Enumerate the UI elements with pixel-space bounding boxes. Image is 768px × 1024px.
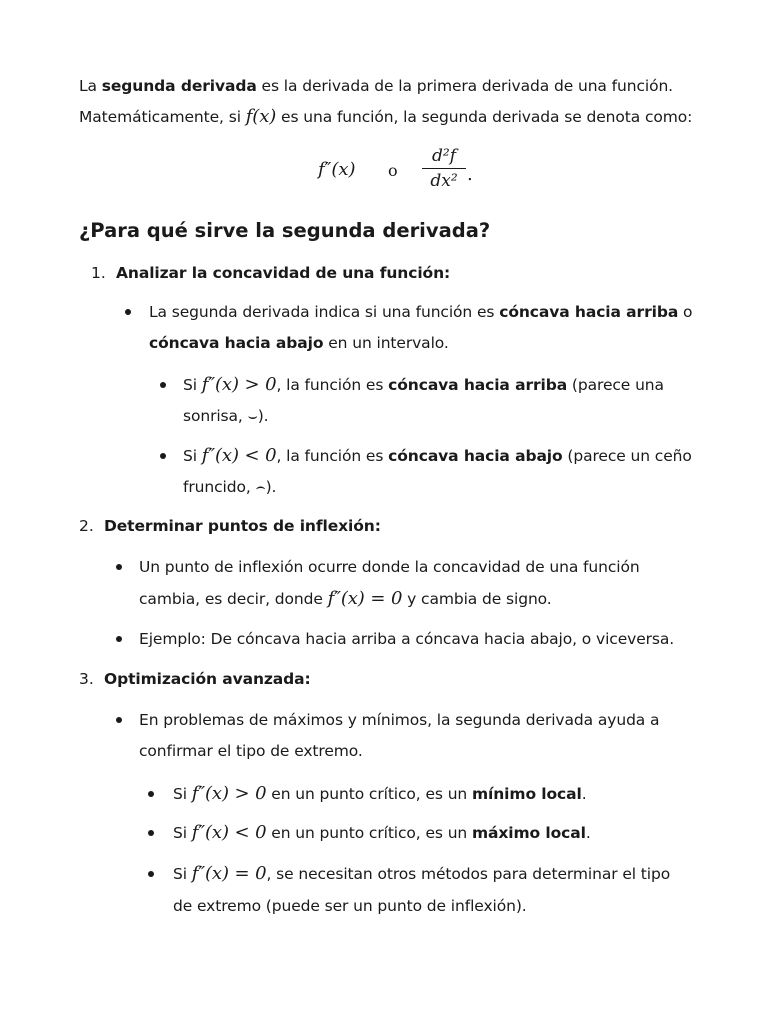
intro-text: es la derivada de la primera derivada de una función. [256, 77, 674, 95]
text-bold: cóncava hacia arriba [499, 303, 679, 321]
text-span: La segunda derivada indica si una función es [149, 303, 500, 321]
formula-or: o [388, 161, 398, 180]
intro-line-2 [79, 107, 692, 127]
list-item-text: confirmar el tipo de extremo. [139, 742, 363, 760]
bullet [125, 309, 131, 315]
text-span: Si [173, 785, 192, 803]
text-bold: cóncava hacia abajo [388, 447, 563, 465]
list-item-text: fruncido, ⌢). [183, 478, 277, 496]
list-item-text: de extremo (puede ser un punto de inflexión). [173, 897, 527, 915]
text-span: en un punto crítico, es un [266, 785, 472, 803]
bullet [160, 453, 166, 459]
fraction-bar [422, 168, 466, 169]
intro-text: Matemáticamente, si [79, 108, 246, 126]
fraction-numerator: d²f [432, 146, 456, 166]
formula-prime-notation: f″(x) [318, 159, 356, 180]
bullet [148, 871, 154, 877]
text-bold: mínimo local [471, 785, 582, 803]
text-span: o [678, 303, 693, 321]
intro-text: es una función, la segunda derivada se denota como: [276, 108, 693, 126]
text-span: Si [173, 865, 192, 883]
intro-term: segunda derivada [101, 77, 257, 95]
text-bold: cóncava hacia arriba [388, 376, 568, 394]
text-span: , se necesitan otros métodos para determinar el tipo [266, 865, 671, 883]
math-inline: f″(x) = 0 [327, 588, 403, 609]
text-bold: máximo local [471, 824, 586, 842]
text-span: y cambia de signo. [402, 590, 552, 608]
text-span: Si [173, 824, 192, 842]
intro-text: La [79, 77, 102, 95]
bullet [160, 382, 166, 388]
list-item-text: Un punto de inflexión ocurre donde la concavidad de una función [139, 558, 640, 576]
list-item-text [139, 589, 552, 609]
list-item-text [183, 375, 664, 395]
intro-line-1 [79, 76, 673, 96]
text-span: , la función es [276, 447, 389, 465]
list-item-title: Determinar puntos de inflexión: [104, 517, 381, 535]
text-span: . [581, 785, 587, 803]
math-inline: f″(x) = 0 [191, 863, 267, 884]
list-item-text [173, 864, 670, 884]
list-number: 1. [91, 264, 106, 282]
fraction-denominator: dx² [430, 171, 458, 191]
bullet [116, 717, 122, 723]
bullet [116, 564, 122, 570]
math-inline: f″(x) > 0 [191, 783, 267, 804]
list-number: 2. [79, 517, 94, 535]
bullet [116, 636, 122, 642]
bullet [148, 830, 154, 836]
text-span: en un intervalo. [323, 334, 449, 352]
text-bold: cóncava hacia abajo [149, 334, 324, 352]
formula-leibniz-fraction [422, 146, 466, 191]
formula-period: . [467, 164, 473, 185]
list-number: 3. [79, 670, 94, 688]
text-span: Si [183, 447, 202, 465]
math-inline: f″(x) > 0 [201, 374, 277, 395]
bullet [148, 791, 154, 797]
math-inline: f″(x) < 0 [201, 445, 277, 466]
list-item-text: sonrisa, ⌣). [183, 407, 269, 425]
math-inline: f″(x) < 0 [191, 822, 267, 843]
list-item-title: Analizar la concavidad de una función: [116, 264, 451, 282]
list-item-text: En problemas de máximos y mínimos, la segunda derivada ayuda a [139, 711, 660, 729]
list-item-text: Ejemplo: De cóncava hacia arriba a cóncava hacia abajo, o viceversa. [139, 630, 675, 648]
list-item-text [149, 333, 449, 353]
math-inline: f(x) [245, 106, 277, 127]
list-item-text [149, 302, 692, 322]
text-span: (parece un ceño [562, 447, 692, 465]
section-heading: ¿Para qué sirve la segunda derivada? [79, 219, 491, 242]
text-span: . [585, 824, 591, 842]
text-span: , la función es [276, 376, 389, 394]
list-item-text [183, 446, 692, 466]
text-span: Si [183, 376, 202, 394]
list-item-text [173, 784, 587, 804]
list-item-title: Optimización avanzada: [104, 670, 311, 688]
text-span: en un punto crítico, es un [266, 824, 472, 842]
list-item-text [173, 823, 591, 843]
text-span: (parece una [567, 376, 664, 394]
text-span: cambia, es decir, donde [139, 590, 328, 608]
